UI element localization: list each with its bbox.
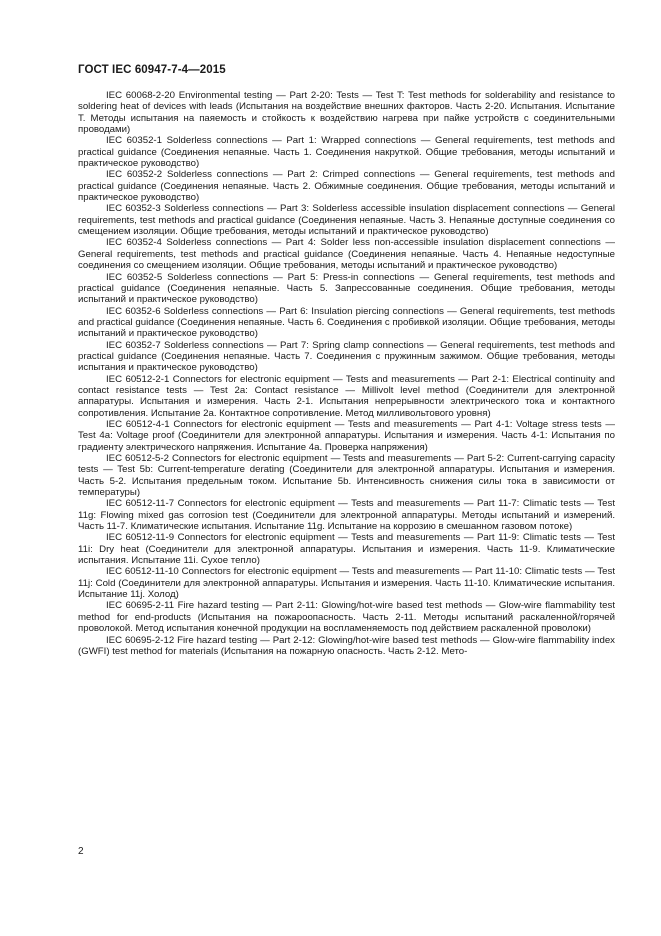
- reference-entry: IEC 60512-11-9 Connectors for electronic equipment — Tests and measurements — Part 11-9: Climatic tests — Test 11i: Dry heat (Соединители для электронной аппаратуры. Испытания и измерения. Часть 11-9. Климатические испытания. Испытание 11i. Сухое тепло): [78, 532, 615, 567]
- reference-entry: IEC 60695-2-12 Fire hazard testing — Part 2-12: Glowing/hot-wire based test methods — Glow-wire flammability index (GWFI) test method for materials (Испытания на пожарную опасность. Часть 2-12. Мето-: [78, 634, 615, 657]
- page-number: 2: [78, 846, 84, 857]
- reference-entry: IEC 60352-7 Solderless connections — Part 7: Spring clamp connections — General requirements, test methods and practical guidance (Соединения непаяные. Часть 7. Соединения с пружинным зажимом. Общие требования, методы испытания и практическое руководство): [78, 339, 615, 374]
- reference-entry: IEC 60512-4-1 Connectors for electronic equipment — Tests and measurements — Part 4-1: Voltage stress tests — Test 4a: Voltage proof (Соединители для электронной аппаратуры. Испытания и измерения. Часть 4-1: Испытания по градиенту электрического напряжения. Испытание 4а. Проверка напряжения): [78, 418, 615, 453]
- reference-entry: IEC 60512-11-10 Connectors for electronic equipment — Tests and measurements — Part 11-10: Climatic tests — Test 11j: Cold (Соединители для электронной аппаратуры. Испытания и измерения. Часть 11-10. Климатические испытания. Испытание 11j. Холод): [78, 566, 615, 601]
- reference-entry: IEC 60512-11-7 Connectors for electronic equipment — Tests and measurements — Part 11-7: Climatic tests — Test 11g: Flowing mixed gas corrosion test (Соединители для электронной аппаратуры. Методы испытаний и измерений. Часть 11-7. Климатические испытания. Испытание 11g. Испытание на коррозию в смешанном газовом потоке): [78, 498, 615, 533]
- reference-entry: IEC 60352-1 Solderless connections — Part 1: Wrapped connections — General requirements, test methods and practical guidance (Соединения непаяные. Часть 1. Соединения накруткой. Общие требования, методы испытаний и практическое руководство): [78, 135, 615, 170]
- standard-code-header: ГОСТ IEC 60947-7-4—2015: [78, 64, 226, 76]
- reference-entry: IEC 60352-2 Solderless connections — Part 2: Crimped connections — General requirements, test methods and practical guidance (Соединения непаяные. Часть 2. Обжимные соединения. Общие требования, методы испытаний и практическое руководство): [78, 169, 615, 204]
- reference-entry: IEC 60352-6 Solderless connections — Part 6: Insulation piercing connections — General requirements, test methods and practical guidance (Соединения непаяные. Часть 6. Соединения с пробивкой изоляции. Общие требования, методы испытаний и практическое руководство): [78, 305, 615, 340]
- reference-entry: IEC 60352-3 Solderless connections — Part 3: Solderless accessible insulation displacement connections — General requirements, test methods and practical guidance (Соединения непаяные. Часть 3. Непаяные доступные соединения со смещением изоляции. Общие требования, методы испытаний и практическое руководство): [78, 203, 615, 238]
- reference-entry: IEC 60512-5-2 Connectors for electronic equipment — Tests and measurements — Part 5-2: Current-carrying capacity tests — Test 5b: Current-temperature derating (Соединители для электронной аппаратуры. Испытания и измерения. Часть 5-2. Испытания предельным током. Испытание 5b. Интенсивность снижения силы тока в зависимости от температуры): [78, 453, 615, 499]
- normative-references-list: [78, 90, 615, 657]
- reference-entry: IEC 60695-2-11 Fire hazard testing — Part 2-11: Glowing/hot-wire based test methods — Glow-wire flammability test method for end-products (Испытания на пожароопасность. Часть 2-11. Методы испытаний раскаленной/горячей проволокой. Метод испытания конечной продукции на воспламеняемость под действием раскаленной проволоки): [78, 600, 615, 635]
- reference-entry: IEC 60352-4 Solderless connections — Part 4: Solder less non-accessible insulation displacement connections — General requirements, test methods and practical guidance (Соединения непаяные. Часть 4. Непаяные недоступные соединения со смещением изоляции. Общие требования, методы испытаний и практическое руководство): [78, 237, 615, 272]
- reference-entry: IEC 60068-2-20 Environmental testing — Part 2-20: Tests — Test T: Test methods for solderability and resistance to soldering heat of devices with leads (Испытания на воздействие внешних факторов. Часть 2-20. Испытания. Испытание Т. Методы испытания на паяемость и стойкость к воздействию нагрева при пайке устройств с соединительными проводами): [78, 90, 615, 136]
- reference-entry: IEC 60512-2-1 Connectors for electronic equipment — Tests and measurements — Part 2-1: Electrical continuity and contact resistance tests — Test 2a: Contact resistance — Millivolt level method (Соединители для электронной аппаратуры. Испытания и измерения. Часть 2-1. Испытания непрерывности электрического тока и контактного сопротивления. Испытание 2а. Контактное сопротивление. Метод милливольтового уровня): [78, 373, 615, 419]
- reference-entry: IEC 60352-5 Solderless connections — Part 5: Press-in connections — General requirements, test methods and practical guidance (Соединения непаяные. Часть 5. Запрессованные соединения. Общие требования, методы испытаний и практическое руководство): [78, 271, 615, 306]
